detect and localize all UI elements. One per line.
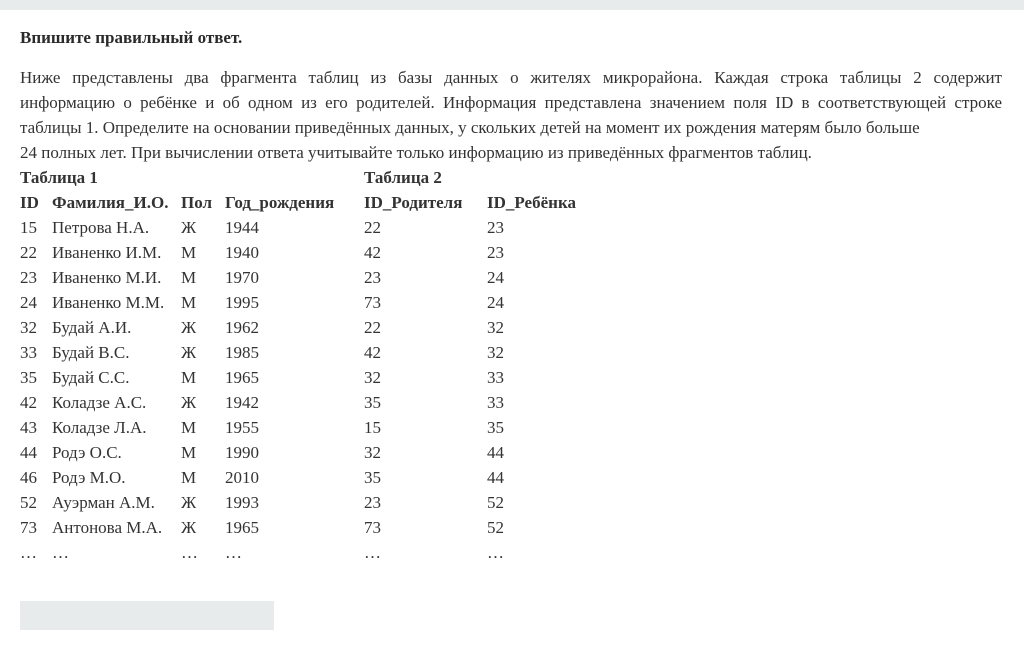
cell-birth-year: 1940: [225, 243, 259, 262]
cell-name: Иваненко М.М.: [52, 293, 165, 312]
cell-sex: М: [181, 418, 197, 437]
column-header-id: ID: [20, 193, 39, 212]
table-row: [364, 290, 597, 315]
cell-id: 42: [20, 393, 37, 412]
cell-name: Будай В.С.: [52, 343, 130, 362]
problem-line: таблицы 1. Определите на основании приведённых данных, у скольких детей на момент их рождения матерям было больше: [20, 118, 920, 137]
cell-birth-year: 1944: [225, 218, 259, 237]
cell-sex: Ж: [181, 318, 197, 337]
problem-line: Ниже представлены два фрагмента таблиц из базы данных о жителях микрорайона. Каждая строка таблицы 2 содержит: [20, 68, 1002, 87]
table-row: [20, 215, 355, 240]
cell-birth-year: …: [225, 543, 242, 562]
cell-birth-year: 2010: [225, 468, 259, 487]
table-header-row: [364, 190, 597, 215]
table-header-row: [20, 190, 355, 215]
table-row: [20, 540, 355, 565]
cell-parent-id: 73: [364, 518, 381, 537]
cell-sex: Ж: [181, 393, 197, 412]
cell-name: Петрова Н.А.: [52, 218, 150, 237]
problem-line: информацию о ребёнке и об одном из его родителей. Информация представлена значением поля ID в соответствующей строке: [20, 93, 1002, 112]
problem-statement: [20, 65, 1002, 165]
table-row: [364, 515, 597, 540]
cell-parent-id: 35: [364, 393, 381, 412]
cell-sex: М: [181, 443, 197, 462]
table-row: [20, 265, 355, 290]
cell-child-id: 23: [487, 218, 504, 237]
table-row: [364, 540, 597, 565]
cell-child-id: 52: [487, 518, 504, 537]
cell-birth-year: 1990: [225, 443, 259, 462]
cell-name: …: [52, 543, 69, 562]
table-row: [20, 490, 355, 515]
cell-id: 33: [20, 343, 37, 362]
cell-child-id: 24: [487, 293, 504, 312]
cell-parent-id: 32: [364, 368, 381, 387]
cell-child-id: 52: [487, 493, 504, 512]
column-header-sex: Пол: [181, 193, 213, 212]
table1-caption: Таблица 1: [20, 168, 98, 187]
table-row: [364, 440, 597, 465]
cell-birth-year: 1955: [225, 418, 259, 437]
table-row: [364, 390, 597, 415]
cell-id: 23: [20, 268, 37, 287]
cell-child-id: 24: [487, 268, 504, 287]
cell-name: Будай А.И.: [52, 318, 132, 337]
cell-child-id: 32: [487, 343, 504, 362]
cell-name: Ауэрман А.М.: [52, 493, 155, 512]
cell-sex: …: [181, 543, 198, 562]
cell-child-id: 23: [487, 243, 504, 262]
table-row: [20, 465, 355, 490]
table-row: [364, 265, 597, 290]
cell-parent-id: 15: [364, 418, 381, 437]
table-row: [364, 465, 597, 490]
cell-birth-year: 1995: [225, 293, 259, 312]
column-header-child-id: ID_Ребёнка: [487, 193, 576, 212]
cell-birth-year: 1970: [225, 268, 259, 287]
cell-sex: Ж: [181, 343, 197, 362]
cell-sex: М: [181, 243, 197, 262]
table2-caption: Таблица 2: [364, 168, 442, 187]
cell-sex: М: [181, 293, 197, 312]
cell-birth-year: 1965: [225, 518, 259, 537]
cell-id: 35: [20, 368, 37, 387]
column-header-birth-year: Год_рождения: [225, 193, 335, 212]
table-row: [20, 340, 355, 365]
cell-name: Иваненко М.И.: [52, 268, 162, 287]
cell-sex: М: [181, 468, 197, 487]
cell-child-id: 44: [487, 468, 504, 487]
table-row: [20, 415, 355, 440]
cell-name: Коладзе Л.А.: [52, 418, 147, 437]
answer-input[interactable]: [20, 601, 274, 630]
cell-id: 52: [20, 493, 37, 512]
cell-id: 32: [20, 318, 37, 337]
cell-child-id: 33: [487, 393, 504, 412]
cell-id: …: [20, 543, 37, 562]
cell-name: Родэ О.С.: [52, 443, 122, 462]
top-divider-strip: [0, 0, 1024, 10]
cell-id: 46: [20, 468, 37, 487]
cell-parent-id: 22: [364, 318, 381, 337]
cell-birth-year: 1993: [225, 493, 259, 512]
table-row: [364, 240, 597, 265]
cell-parent-id: 73: [364, 293, 381, 312]
cell-birth-year: 1965: [225, 368, 259, 387]
problem-line: 24 полных лет. При вычислении ответа учитывайте только информацию из приведённых фрагментов таблиц.: [20, 143, 812, 162]
cell-id: 43: [20, 418, 37, 437]
table-row: [364, 315, 597, 340]
table-row: [20, 365, 355, 390]
cell-child-id: …: [487, 543, 504, 562]
cell-id: 24: [20, 293, 37, 312]
cell-id: 15: [20, 218, 37, 237]
column-header-parent-id: ID_Родителя: [364, 193, 463, 212]
cell-child-id: 44: [487, 443, 504, 462]
table-row: [364, 415, 597, 440]
column-header-name: Фамилия_И.О.: [52, 193, 169, 212]
table1-residents: [20, 190, 355, 565]
cell-name: Родэ М.О.: [52, 468, 126, 487]
table-row: [364, 365, 597, 390]
cell-parent-id: 42: [364, 243, 381, 262]
cell-birth-year: 1942: [225, 393, 259, 412]
table-row: [364, 340, 597, 365]
cell-parent-id: …: [364, 543, 381, 562]
cell-name: Иваненко И.М.: [52, 243, 162, 262]
cell-child-id: 32: [487, 318, 504, 337]
table-row: [20, 390, 355, 415]
cell-parent-id: 42: [364, 343, 381, 362]
cell-birth-year: 1985: [225, 343, 259, 362]
table-row: [364, 215, 597, 240]
cell-id: 73: [20, 518, 37, 537]
cell-sex: М: [181, 268, 197, 287]
cell-name: Антонова М.А.: [52, 518, 163, 537]
cell-parent-id: 22: [364, 218, 381, 237]
cell-sex: Ж: [181, 518, 197, 537]
table-row: [20, 240, 355, 265]
cell-id: 22: [20, 243, 37, 262]
cell-parent-id: 32: [364, 443, 381, 462]
cell-parent-id: 23: [364, 268, 381, 287]
table2-parent-child: [364, 190, 597, 565]
task-instruction: Впишите правильный ответ.: [20, 28, 243, 47]
cell-id: 44: [20, 443, 37, 462]
cell-name: Будай С.С.: [52, 368, 130, 387]
cell-parent-id: 23: [364, 493, 381, 512]
cell-birth-year: 1962: [225, 318, 259, 337]
cell-sex: Ж: [181, 218, 197, 237]
cell-child-id: 35: [487, 418, 504, 437]
cell-sex: М: [181, 368, 197, 387]
table-row: [20, 440, 355, 465]
cell-parent-id: 35: [364, 468, 381, 487]
cell-child-id: 33: [487, 368, 504, 387]
table-row: [20, 315, 355, 340]
table-row: [20, 515, 355, 540]
cell-sex: Ж: [181, 493, 197, 512]
table-row: [20, 290, 355, 315]
table-row: [364, 490, 597, 515]
cell-name: Коладзе А.С.: [52, 393, 147, 412]
